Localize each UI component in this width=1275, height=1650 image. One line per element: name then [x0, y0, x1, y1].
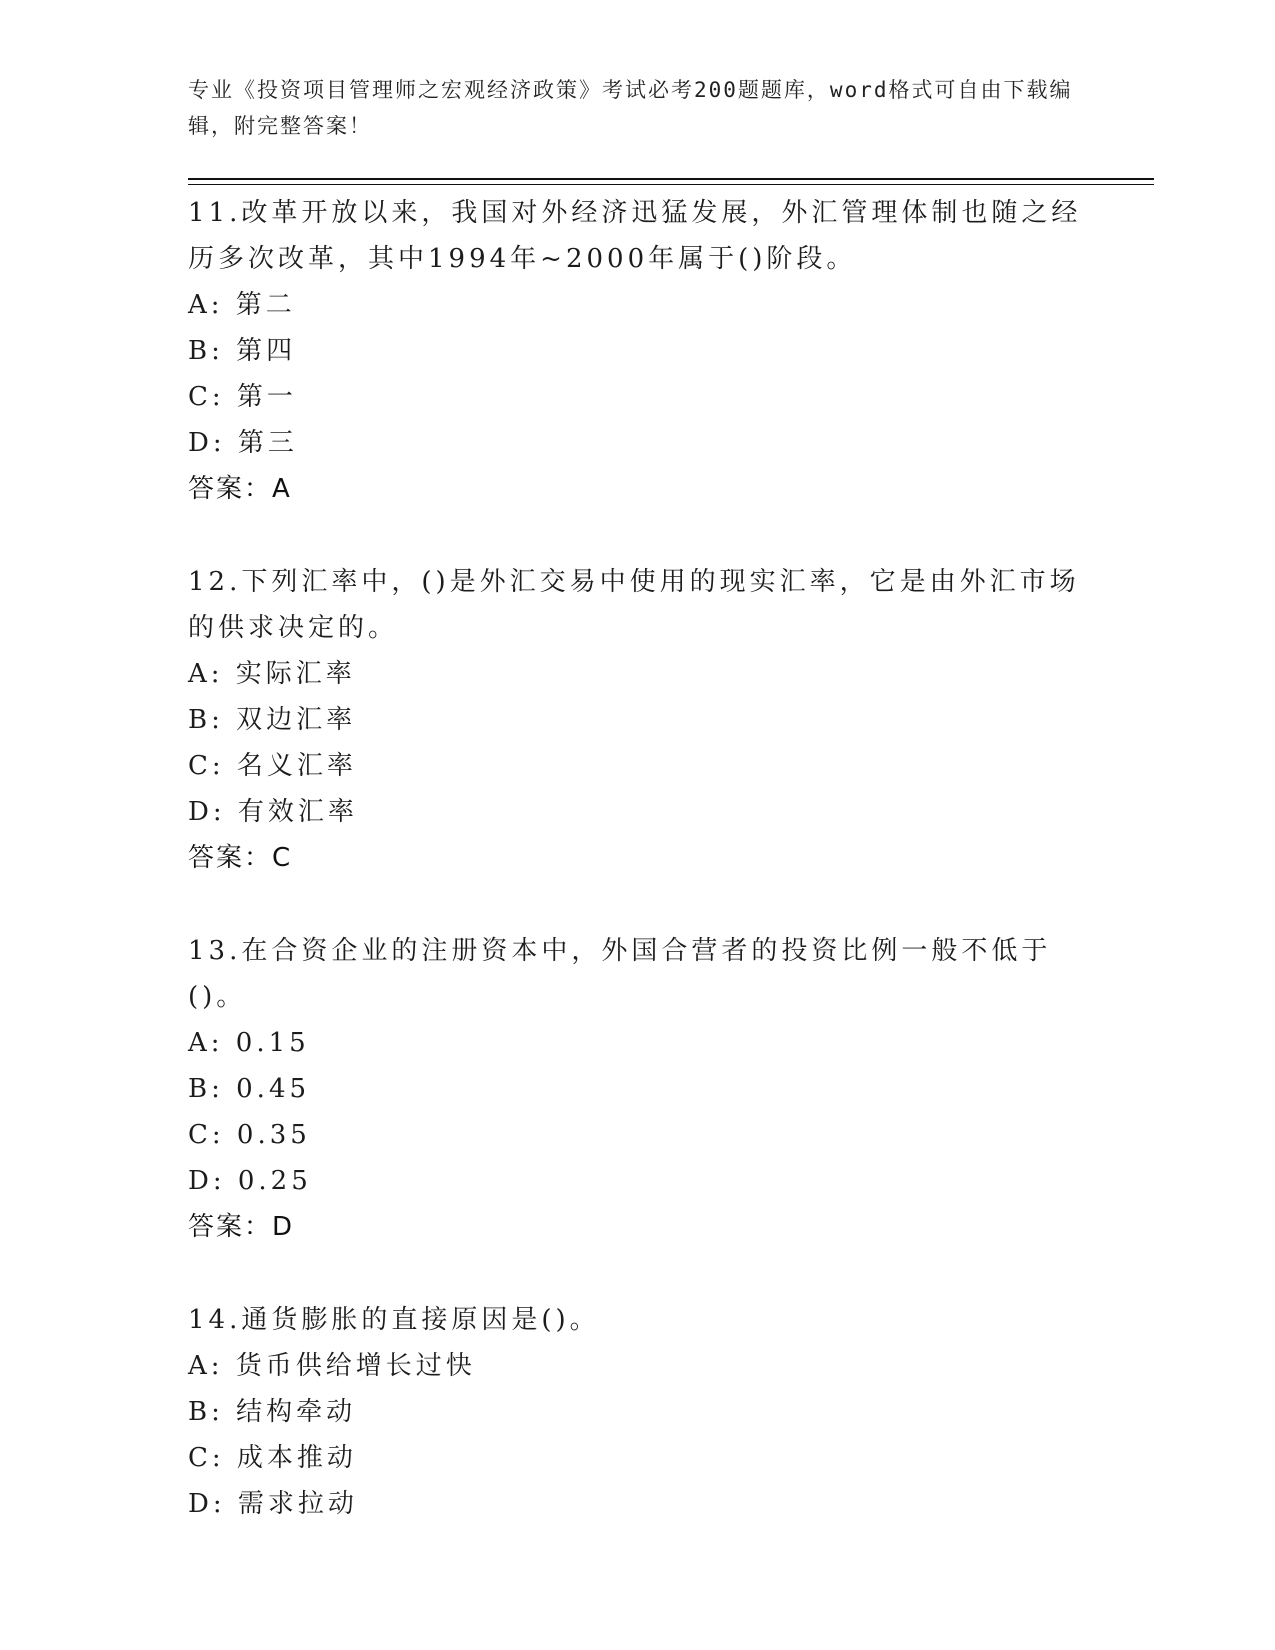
option-b: B: 双边汇率	[188, 705, 357, 735]
option-d: D: 有效汇率	[188, 797, 358, 827]
option-a: A: 货币供给增长过快	[188, 1351, 476, 1381]
option-c: C: 成本推动	[188, 1443, 357, 1473]
option-d: D: 需求拉动	[188, 1489, 358, 1519]
question-stem: 14.通货膨胀的直接原因是()。	[188, 1305, 600, 1335]
option-b: B: 结构牵动	[188, 1397, 357, 1427]
option-a: A: 0.15	[188, 1028, 310, 1058]
question-12	[188, 559, 1088, 881]
option-a: A: 实际汇率	[188, 659, 356, 689]
question-stem: 12.下列汇率中，()是外汇交易中使用的现实汇率，它是由外汇市场的供求决定的。	[188, 567, 1080, 643]
question-stem: 11.改革开放以来，我国对外经济迅猛发展，外汇管理体制也随之经历多次改革，其中1994年~2000年属于()阶段。	[188, 198, 1082, 274]
question-13	[188, 928, 1088, 1250]
option-c: C: 0.35	[188, 1120, 311, 1150]
question-list	[188, 190, 1088, 1574]
answer-line: 答案：A	[188, 474, 292, 504]
question-11	[188, 190, 1088, 512]
option-a: A: 第二	[188, 290, 296, 320]
answer-line: 答案：C	[188, 843, 293, 873]
question-14	[188, 1297, 1088, 1527]
option-b: B: 第四	[188, 336, 297, 366]
question-stem: 13.在合资企业的注册资本中，外国合营者的投资比例一般不低于()。	[188, 936, 1052, 1012]
header-divider-thin	[188, 184, 1154, 185]
option-b: B: 0.45	[188, 1074, 311, 1104]
option-d: D: 第三	[188, 428, 298, 458]
header-note: 专业《投资项目管理师之宏观经济政策》考试必考200题题库，word格式可自由下载编辑，附完整答案！	[188, 78, 1073, 138]
header-divider-thick	[188, 178, 1154, 180]
option-c: C: 第一	[188, 382, 297, 412]
answer-line: 答案：D	[188, 1212, 295, 1242]
option-d: D: 0.25	[188, 1166, 312, 1196]
option-c: C: 名义汇率	[188, 751, 357, 781]
